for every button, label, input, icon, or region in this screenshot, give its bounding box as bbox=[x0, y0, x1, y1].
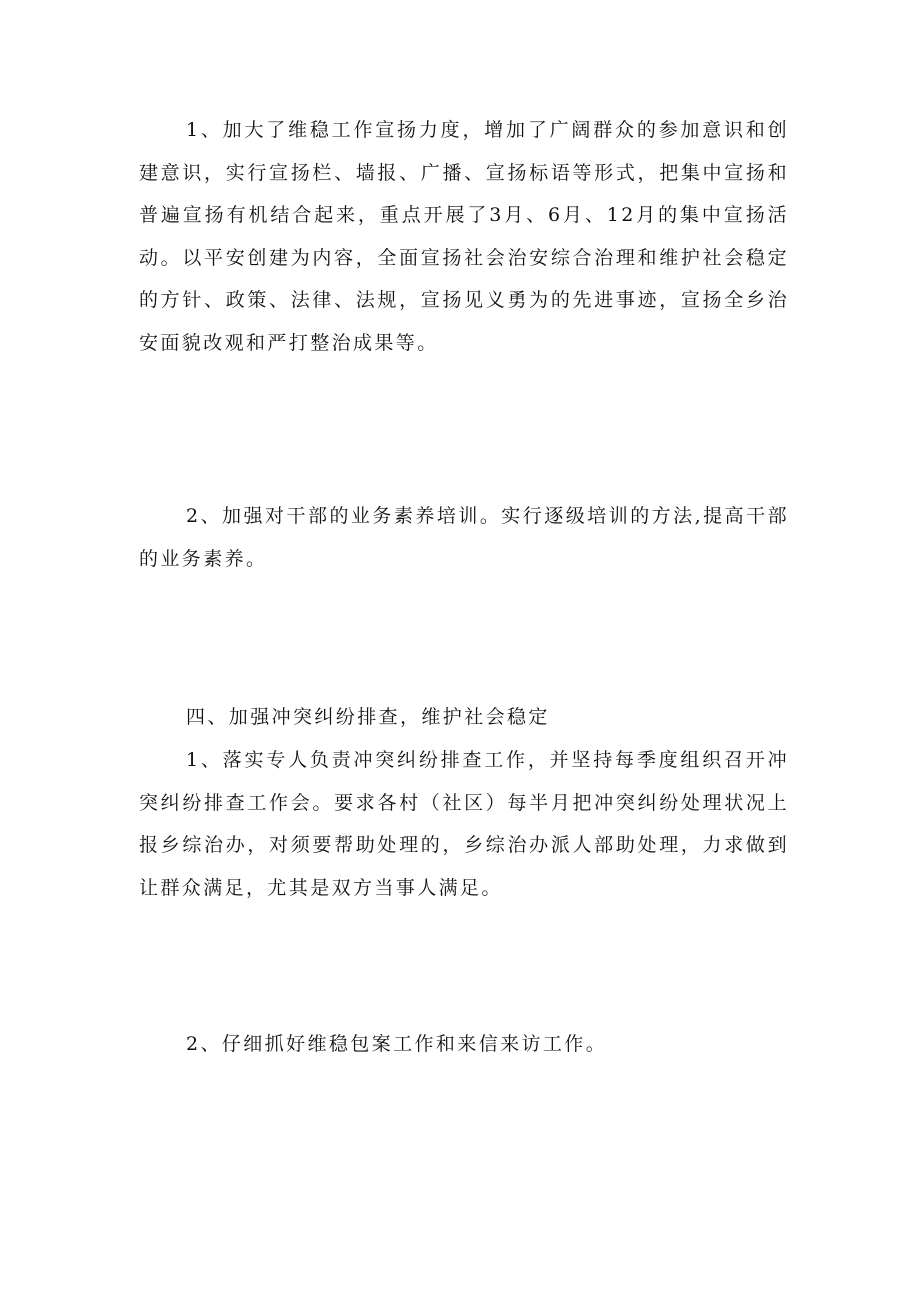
paragraph-training: 2、加强对干部的业务素养培训。实行逐级培训的方法,提高干部的业务素养。 bbox=[139, 505, 789, 570]
paragraph-publicity: 1、加大了维稳工作宣扬力度，增加了广阔群众的参加意识和创建意识，实行宣扬栏、墙报、广播、宣扬标语等形式，把集中宣扬和普遍宣扬有机结合起来，重点开展了3月、6月、12月的集中宣扬活动。以平安创建为内容，全面宣扬社会治安综合治理和维护社会稳定的方针、政策、法律、法规，宣扬见义勇为的先进事迹，宣扬全乡治安面貌改观和严打整治成果等。 bbox=[139, 119, 789, 354]
paragraph-petition-work: 2、仔细抓好维稳包案工作和来信来访工作。 bbox=[186, 1033, 608, 1055]
section-heading-four: 四、加强冲突纠纷排查，维护社会稳定 bbox=[186, 706, 550, 728]
paragraph-dispute-screening: 1、落实专人负责冲突纠纷排查工作，并坚持每季度组织召开冲突纠纷排查工作会。要求各村（社区）每半月把冲突纠纷处理状况上报乡综治办，对须要帮助处理的，乡综治办派人部助处理，力求做到让群众满足，尤其是双方当事人满足。 bbox=[139, 749, 789, 899]
